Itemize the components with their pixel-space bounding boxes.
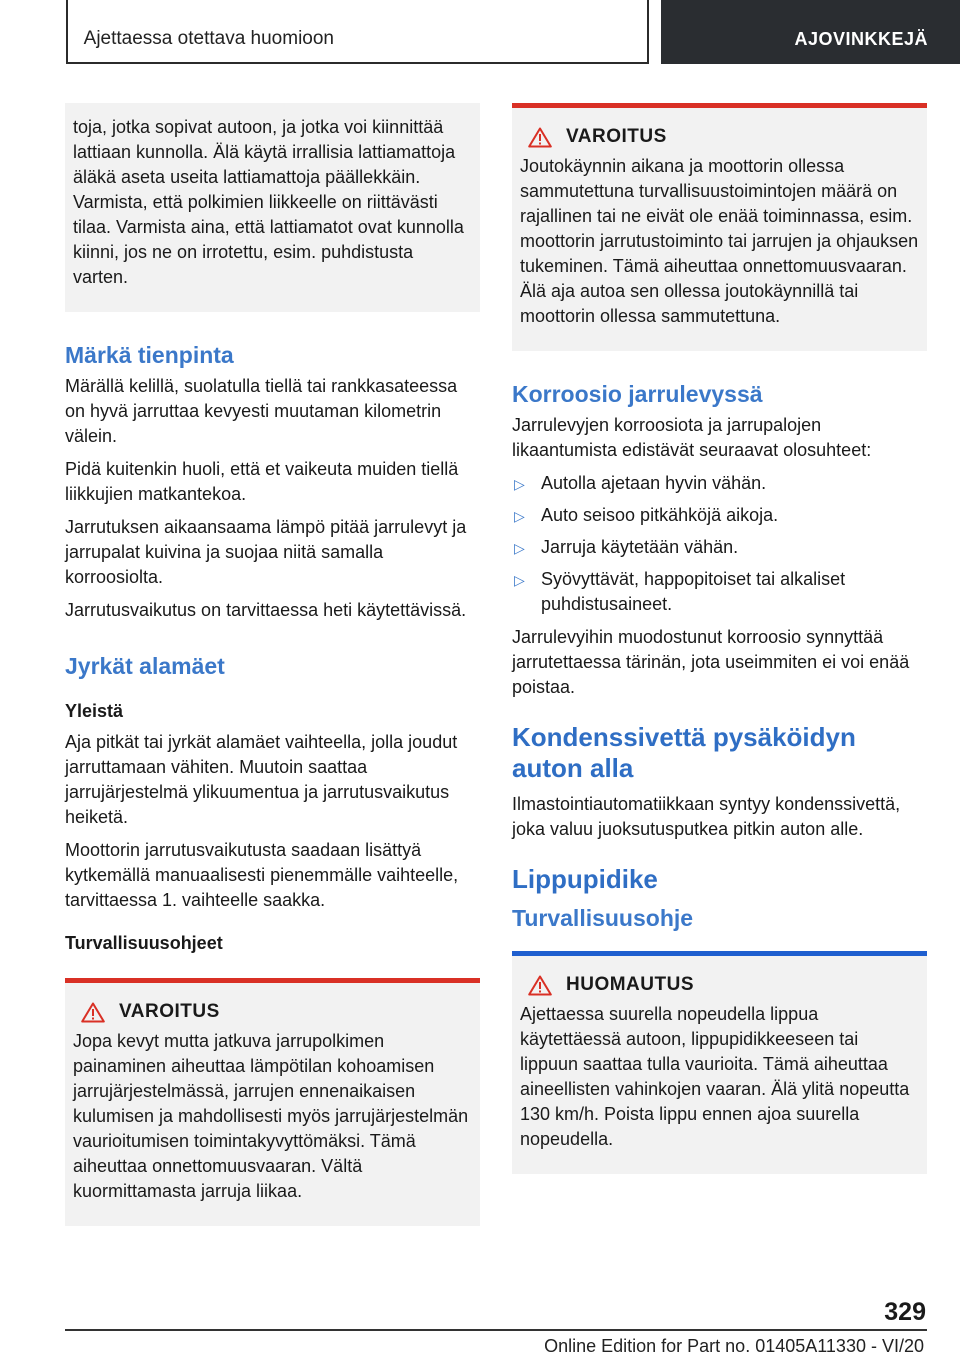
steep-slopes-heading: Jyrkät alamäet — [65, 653, 225, 679]
flag-safety-heading: Turvallisuusohje — [512, 905, 694, 931]
steep-slopes-paragraph-2: Moottorin jarrutusvaikutusta saadaan lisättyä kytkemällä manuaalisesti pienemmälle vaihteelle, tarvittaessa 1. vaihteelle saakka. — [65, 840, 459, 910]
header-frame — [66, 0, 649, 64]
wet-road-paragraph-3: Jarrutuksen aikaansaama lämpö pitää jarrulevyt ja jarrupalat kuivina ja suojaa niitä samalla korroosiolta. — [65, 517, 467, 587]
wet-road-paragraph-4: Jarrutusvaikutus on tarvittaessa heti käytettävissä. — [65, 600, 467, 620]
safety-subheading: Turvallisuusohjeet — [65, 933, 223, 953]
footer-divider — [65, 1329, 927, 1331]
wet-road-heading: Märkä tienpinta — [65, 342, 234, 368]
corrosion-heading: Korroosio jarrulevyssä — [512, 381, 763, 407]
triangle-bullet-icon: ▷ — [514, 540, 525, 556]
corrosion-outro: Jarrulevyihin muodostunut korroosio synnyttää jarrutettaessa tärinän, jota useimmiten ei voi enää poistaa. — [512, 627, 910, 697]
note-text: Ajettaessa suurella nopeudella lippua käytettäessä autoon, lippupidikkeeseen tai lippuun saattaa tulla vaurioita. Tämä aiheuttaa aineellisten vahinkojen vaaran. Älä ylitä nopeutta 130 km/h. Poista lippu ennen ajoa suurella nopeudella. — [520, 1004, 910, 1149]
note-header — [520, 974, 919, 996]
list-item: ▷ Syövyttävät, happopitoiset tai alkaliset puhdistusaineet. — [514, 569, 846, 614]
warning-text: Jopa kevyt mutta jatkuva jarrupolkimen painaminen aiheuttaa lämpötilan kohoamisen jarrujärjestelmässä, jarrujen ennenaikaisen kulumisen ja mahdollisesti myös jarrujärjestelmän vaurioitumisen toimintakyvyttömäksi. Tämä aiheuttaa onnettomuusvaaran. Vältä kuormittamasta jarruja liikaa. — [73, 1031, 469, 1201]
condensation-heading: Kondenssivettä pysäköidyn auton alla — [512, 722, 856, 783]
left-column — [65, 103, 480, 1226]
corrosion-intro: Jarrulevyjen korroosiota ja jarrupalojen likaantumista edistävät seuraavat olosuhteet: — [512, 415, 872, 460]
warning-text: Joutokäynnin aikana ja moottorin ollessa sammutettuna turvallisuustoimintojen määrä on rajallinen tai ne eivät ole enää toiminnassa, esim. moottorin jarrutustoiminto tai jarrujen ja ohjauksen tukeminen. Tämä aiheuttaa onnettomuusvaaran. Älä aja autoa sen ollessa joutokäynnillä tai moottorin ollessa sammutettuna. — [520, 156, 919, 326]
corrosion-list — [512, 471, 927, 617]
warning-triangle-icon — [81, 1002, 105, 1023]
page-number: 329 — [884, 1298, 926, 1326]
warning-triangle-icon — [528, 127, 552, 148]
triangle-bullet-icon: ▷ — [514, 508, 525, 524]
intro-text: toja, jotka sopivat autoon, ja jotka voi kiinnittää lattiaan kunnolla. Älä käytä irrallisia lattiamattoja äläkä aseta useita lattiamattoja päällekkäin. Varmista, että polkimien liikkeelle on riittävästi tilaa. Varmista aina, että lattiamatot ovat kunnolla kiinni, jos ne on irrotettu, esim. puhdistusta varten. — [73, 117, 464, 287]
list-item: ▷ Jarruja käytetään vähän. — [512, 535, 927, 560]
flag-note-box — [512, 951, 927, 1174]
triangle-bullet-icon: ▷ — [514, 476, 525, 492]
note-title: HUOMAUTUS — [566, 974, 694, 995]
brake-warning-box — [65, 978, 480, 1226]
wet-road-paragraph-2: Pidä kuitenkin huoli, että et vaikeuta muiden tiellä liikkujien matkantekoa. — [65, 459, 459, 504]
condensation-text: Ilmastointiautomatiikkaan syntyy kondenssivettä, joka valuu juoksutusputkea pitkin auton alle. — [512, 794, 901, 839]
intro-box — [65, 103, 480, 312]
warning-triangle-icon — [528, 975, 552, 996]
flag-holder-heading: Lippupidike — [512, 864, 658, 894]
right-column — [512, 103, 927, 1174]
warning-title: VAROITUS — [119, 1001, 220, 1022]
triangle-bullet-icon: ▷ — [514, 572, 525, 588]
list-item: ▷ Autolla ajetaan hyvin vähän. — [512, 471, 927, 496]
header-section-title: Ajettaessa otettava huomioon — [83, 28, 334, 49]
warning-title: VAROITUS — [566, 126, 667, 147]
idle-warning-box — [512, 103, 927, 351]
header-chapter-tab: AJOVINKKEJÄ — [661, 0, 960, 64]
wet-road-paragraph-1: Märällä kelillä, suolatulla tiellä tai rankkasateessa on hyvä jarruttaa kevyesti muutaman kilometrin välein. — [65, 376, 458, 446]
warning-header — [520, 126, 919, 148]
list-item: ▷ Auto seisoo pitkähköjä aikoja. — [512, 503, 927, 528]
footer-edition: Online Edition for Part no. 01405A11330 - VI/20 — [544, 1336, 924, 1356]
general-subheading: Yleistä — [65, 701, 124, 721]
steep-slopes-paragraph-1: Aja pitkät tai jyrkät alamäet vaihteella, jolla joudut jarruttamaan vähiten. Muutoin saattaa jarrujärjestelmä ylikuumentua ja jarrutusvaikutus heiketä. — [65, 732, 458, 827]
warning-header — [73, 1001, 472, 1023]
